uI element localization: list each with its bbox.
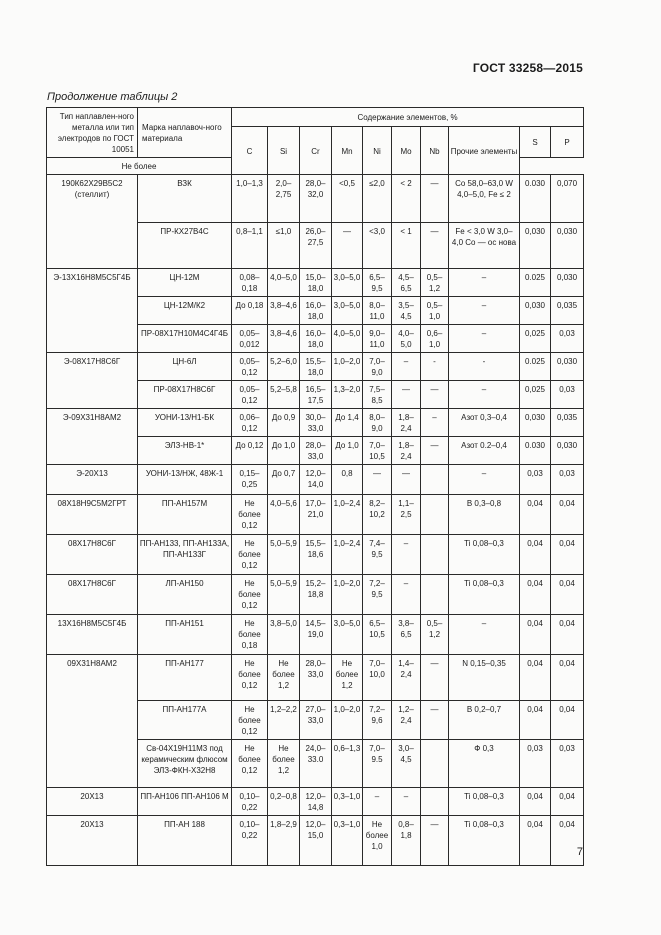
cell-mo: 0,8–1,8: [392, 816, 421, 866]
cell-other: Co 58,0–63,0 W 4,0–5,0, Fe ≤ 2: [449, 175, 520, 223]
cell-p: 0,04: [551, 701, 584, 740]
cell-p: 0,04: [551, 575, 584, 615]
cell-type: [47, 740, 138, 788]
cell-mn: 1,0–2,0: [332, 575, 363, 615]
cell-s: 0,025: [520, 325, 551, 353]
table-row: [47, 575, 584, 615]
table-row: [47, 701, 584, 740]
cell-type: 09Х31Н8АМ2: [47, 655, 138, 701]
cell-nb: -: [421, 353, 449, 381]
header-mo: Mo: [392, 127, 421, 175]
cell-other: Ti 0,08–0,3: [449, 575, 520, 615]
cell-other: Азот 0,3–0,4: [449, 409, 520, 437]
cell-c: Не более 0,12: [232, 535, 268, 575]
cell-mark: ПР-КХ27В4С: [138, 223, 232, 269]
table-row: [47, 615, 584, 655]
cell-other: -: [449, 353, 520, 381]
cell-mo: 1,8–2,4: [392, 437, 421, 465]
cell-c: Не более 0,18: [232, 615, 268, 655]
cell-ni: 7,2–9,5: [363, 575, 392, 615]
cell-p: 0,030: [551, 269, 584, 297]
cell-s: 0,04: [520, 788, 551, 816]
header-p: P: [551, 127, 584, 158]
cell-other: Ф 0,3: [449, 740, 520, 788]
cell-type: Э-13Х16Н8М5С5Г4Б: [47, 269, 138, 297]
cell-other: –: [449, 465, 520, 495]
cell-s: 0,04: [520, 655, 551, 701]
page-number: 7: [576, 846, 583, 858]
cell-nb: 0,6–1,0: [421, 325, 449, 353]
table-row: [47, 465, 584, 495]
cell-cr: 15,5–18,0: [300, 353, 332, 381]
cell-type: 13Х16Н8М5С5Г4Б: [47, 615, 138, 655]
cell-nb: —: [421, 381, 449, 409]
cell-other: Ti 0,08–0,3: [449, 816, 520, 866]
cell-type: [47, 381, 138, 409]
cell-si: 3,8–5,0: [268, 615, 300, 655]
cell-other: B 0,2–0,7: [449, 701, 520, 740]
header-c: C: [232, 127, 268, 175]
cell-ni: 7,5–8,5: [363, 381, 392, 409]
cell-other: Азот 0.2–0,4: [449, 437, 520, 465]
cell-mo: 3,5–4,5: [392, 297, 421, 325]
cell-mark: ПП-АН133, ПП-АН133А, ПП-АН133Г: [138, 535, 232, 575]
cell-ni: 7,0–9,0: [363, 353, 392, 381]
cell-ni: 7,0–10,0: [363, 655, 392, 701]
cell-c: 0,08–0,18: [232, 269, 268, 297]
cell-other: Ti 0,08–0,3: [449, 788, 520, 816]
cell-mn: До 1,4: [332, 409, 363, 437]
cell-s: 0,04: [520, 615, 551, 655]
composition-table: [46, 107, 584, 866]
cell-ni: 9,0–11,0: [363, 325, 392, 353]
cell-c: Не более 0,12: [232, 701, 268, 740]
cell-ni: 6,5–10,5: [363, 615, 392, 655]
table-row: [47, 297, 584, 325]
cell-p: 0,070: [551, 175, 584, 223]
table-row: [47, 381, 584, 409]
header-type: Тип наплавлен-ного металла или тип электродов по ГОСТ 10051: [47, 108, 138, 158]
cell-mn: 3,0–5,0: [332, 297, 363, 325]
cell-mn: До 1,0: [332, 437, 363, 465]
cell-si: 5,0–5,9: [268, 535, 300, 575]
cell-s: 0,04: [520, 575, 551, 615]
cell-mo: –: [392, 788, 421, 816]
cell-nb: [421, 535, 449, 575]
cell-type: 190К62Х29В5С2 (стеллит): [47, 175, 138, 223]
cell-s: 0.030: [520, 437, 551, 465]
cell-nb: —: [421, 816, 449, 866]
cell-c: 0,06–0,12: [232, 409, 268, 437]
cell-other: Ti 0,08–0,3: [449, 535, 520, 575]
cell-nb: —: [421, 175, 449, 223]
cell-c: До 0,18: [232, 297, 268, 325]
cell-ni: 7,0–9.5: [363, 740, 392, 788]
cell-cr: 15,0–18,0: [300, 269, 332, 297]
cell-ni: 7,0–10,5: [363, 437, 392, 465]
cell-c: 0,05–0,012: [232, 325, 268, 353]
cell-other: –: [449, 325, 520, 353]
cell-si: 5,2–6,0: [268, 353, 300, 381]
cell-c: 0,10–0,22: [232, 816, 268, 866]
cell-mn: 1,0–2,4: [332, 495, 363, 535]
cell-c: До 0,12: [232, 437, 268, 465]
cell-p: 0,030: [551, 353, 584, 381]
cell-mo: –: [392, 353, 421, 381]
cell-si: Не более 1,2: [268, 655, 300, 701]
cell-mn: 3,0–5,0: [332, 615, 363, 655]
cell-cr: 12,0–15,0: [300, 816, 332, 866]
cell-si: До 0,9: [268, 409, 300, 437]
cell-mo: 1,4–2,4: [392, 655, 421, 701]
cell-s: 0,030: [520, 223, 551, 269]
cell-mo: < 2: [392, 175, 421, 223]
cell-p: 0,030: [551, 223, 584, 269]
cell-si: Не более 1,2: [268, 740, 300, 788]
cell-mn: 4,0–5,0: [332, 325, 363, 353]
header-other: Прочие элементы: [449, 127, 520, 175]
cell-cr: 16,0–18,0: [300, 297, 332, 325]
cell-p: 0,04: [551, 535, 584, 575]
cell-mark: ПР-08Х17Н10М4С4Г4Б: [138, 325, 232, 353]
cell-si: 2,0–2,75: [268, 175, 300, 223]
cell-mn: 0,3–1,0: [332, 788, 363, 816]
cell-mn: —: [332, 223, 363, 269]
cell-s: 0,04: [520, 701, 551, 740]
cell-type: 08Х17Н8С6Г: [47, 535, 138, 575]
cell-si: ≤1,0: [268, 223, 300, 269]
cell-mn: 3,0–5,0: [332, 269, 363, 297]
cell-cr: 28,0–32,0: [300, 175, 332, 223]
cell-ni: —: [363, 465, 392, 495]
cell-c: Не более 0,12: [232, 740, 268, 788]
cell-c: 0,05–0,12: [232, 353, 268, 381]
cell-type: Э-08Х17Н8С6Г: [47, 353, 138, 381]
cell-nb: —: [421, 223, 449, 269]
header-no-more: Не более: [47, 158, 232, 175]
cell-mo: –: [392, 535, 421, 575]
cell-mo: 3,8–6,5: [392, 615, 421, 655]
cell-mo: 3,0–4,5: [392, 740, 421, 788]
cell-s: 0,03: [520, 465, 551, 495]
table-row: [47, 740, 584, 788]
cell-cr: 15,2–18,8: [300, 575, 332, 615]
cell-mark: ЦН-12М/К2: [138, 297, 232, 325]
cell-nb: 0,5–1,0: [421, 297, 449, 325]
table-row: [47, 535, 584, 575]
cell-other: –: [449, 269, 520, 297]
cell-si: 4,0–5,0: [268, 269, 300, 297]
cell-ni: 8,2–10,2: [363, 495, 392, 535]
cell-p: 0,035: [551, 409, 584, 437]
table-row: [47, 269, 584, 297]
header-content: Содержание элементов, %: [232, 108, 584, 127]
cell-p: 0,03: [551, 381, 584, 409]
cell-mn: 1,3–2,0: [332, 381, 363, 409]
cell-type: 08Х18Н9С5М2ГРТ: [47, 495, 138, 535]
cell-si: 4,0–5,6: [268, 495, 300, 535]
cell-type: Э-20Х13: [47, 465, 138, 495]
cell-ni: 8,0–11,0: [363, 297, 392, 325]
cell-cr: 17,0–21,0: [300, 495, 332, 535]
cell-si: 1,8–2,9: [268, 816, 300, 866]
cell-p: 0,03: [551, 740, 584, 788]
cell-ni: <3,0: [363, 223, 392, 269]
cell-s: 0,04: [520, 816, 551, 866]
header-mn: Mn: [332, 127, 363, 175]
cell-cr: 15,5–18,6: [300, 535, 332, 575]
cell-mn: 0,8: [332, 465, 363, 495]
cell-type: [47, 325, 138, 353]
cell-ni: 7,4–9,5: [363, 535, 392, 575]
cell-p: 0,03: [551, 325, 584, 353]
cell-type: [47, 297, 138, 325]
cell-c: Не более 0,12: [232, 655, 268, 701]
cell-mark: ПП-АН177А: [138, 701, 232, 740]
cell-mark: ПП-АН 188: [138, 816, 232, 866]
cell-type: Э-09Х31Н8АМ2: [47, 409, 138, 437]
table-row: [47, 437, 584, 465]
cell-mo: –: [392, 575, 421, 615]
cell-s: 0,030: [520, 297, 551, 325]
cell-mark: УОНИ-13/Н1-БК: [138, 409, 232, 437]
cell-mn: 1,0–2,0: [332, 701, 363, 740]
cell-nb: [421, 740, 449, 788]
cell-p: 0,04: [551, 615, 584, 655]
cell-si: 1,2–2,2: [268, 701, 300, 740]
cell-other: Fe < 3,0 W 3,0–4,0 Co — ос нова: [449, 223, 520, 269]
cell-nb: [421, 465, 449, 495]
cell-si: 3,8–4,6: [268, 325, 300, 353]
table-row: [47, 655, 584, 701]
cell-si: До 0,7: [268, 465, 300, 495]
cell-mark: ПП-АН177: [138, 655, 232, 701]
cell-nb: —: [421, 701, 449, 740]
cell-c: 0,05–0,12: [232, 381, 268, 409]
cell-p: 0,03: [551, 465, 584, 495]
cell-cr: 16,0–18,0: [300, 325, 332, 353]
cell-mn: 0,6–1,3: [332, 740, 363, 788]
table-row: [47, 175, 584, 223]
cell-mo: —: [392, 465, 421, 495]
cell-mark: ВЗК: [138, 175, 232, 223]
cell-mark: УОНИ-13/НЖ, 48Ж-1: [138, 465, 232, 495]
cell-s: 0.025: [520, 269, 551, 297]
cell-si: 5,2–5,8: [268, 381, 300, 409]
cell-nb: 0,5–1,2: [421, 615, 449, 655]
cell-mark: ПП-АН106 ПП-АН106 М: [138, 788, 232, 816]
cell-type: [47, 223, 138, 269]
cell-other: –: [449, 297, 520, 325]
cell-type: 20Х13: [47, 816, 138, 866]
cell-p: 0,030: [551, 437, 584, 465]
cell-cr: 12,0–14,0: [300, 465, 332, 495]
cell-ni: 6,5–9,5: [363, 269, 392, 297]
cell-cr: 28,0–33,0: [300, 437, 332, 465]
cell-mark: ПП-АН151: [138, 615, 232, 655]
cell-cr: 26,0–27,5: [300, 223, 332, 269]
cell-ni: –: [363, 788, 392, 816]
cell-ni: 8,0–9,0: [363, 409, 392, 437]
cell-cr: 24,0–33.0: [300, 740, 332, 788]
cell-s: 0,030: [520, 409, 551, 437]
table-row: [47, 816, 584, 866]
cell-nb: [421, 495, 449, 535]
cell-cr: 14,5–19,0: [300, 615, 332, 655]
cell-c: 0,8–1,1: [232, 223, 268, 269]
cell-mn: 0,3–1,0: [332, 816, 363, 866]
header-nb: Nb: [421, 127, 449, 175]
cell-c: 0,15–0,25: [232, 465, 268, 495]
cell-other: B 0,3–0,8: [449, 495, 520, 535]
cell-mark: ЦН-12М: [138, 269, 232, 297]
cell-ni: 7,2–9,6: [363, 701, 392, 740]
cell-nb: –: [421, 409, 449, 437]
cell-p: 0,04: [551, 816, 584, 866]
cell-other: –: [449, 615, 520, 655]
table-caption: Продолжение таблицы 2: [47, 91, 178, 103]
cell-mo: 1,2–2,4: [392, 701, 421, 740]
table-row: [47, 223, 584, 269]
table-row: [47, 325, 584, 353]
cell-mo: 1,1–2,5: [392, 495, 421, 535]
cell-type: 08Х17Н8С6Г: [47, 575, 138, 615]
cell-nb: [421, 575, 449, 615]
cell-cr: 12,0–14,8: [300, 788, 332, 816]
cell-s: 0,04: [520, 535, 551, 575]
cell-mark: ЦН-6Л: [138, 353, 232, 381]
cell-mo: 1,8–2,4: [392, 409, 421, 437]
cell-cr: 30,0–33,0: [300, 409, 332, 437]
cell-mo: < 1: [392, 223, 421, 269]
cell-p: 0,04: [551, 655, 584, 701]
cell-p: 0,04: [551, 495, 584, 535]
cell-mark: ПР-08Х17Н8С6Г: [138, 381, 232, 409]
cell-cr: 16,5–17,5: [300, 381, 332, 409]
cell-mark: ПП-АН157М: [138, 495, 232, 535]
cell-s: 0,025: [520, 381, 551, 409]
table-row: [47, 353, 584, 381]
cell-nb: —: [421, 655, 449, 701]
standard-header: ГОСТ 33258—2015: [472, 61, 583, 75]
header-cr: Cr: [300, 127, 332, 175]
cell-ni: Не более 1,0: [363, 816, 392, 866]
cell-ni: ≤2,0: [363, 175, 392, 223]
cell-type: [47, 437, 138, 465]
cell-si: До 1,0: [268, 437, 300, 465]
header-s: S: [520, 127, 551, 158]
cell-c: 0,10–0,22: [232, 788, 268, 816]
cell-type: [47, 701, 138, 740]
header-si: Si: [268, 127, 300, 175]
cell-s: 0,03: [520, 740, 551, 788]
cell-mn: Не более 1,2: [332, 655, 363, 701]
cell-mo: 4,5–6,5: [392, 269, 421, 297]
cell-si: 3,8–4,6: [268, 297, 300, 325]
cell-c: Не более 0,12: [232, 495, 268, 535]
cell-nb: —: [421, 437, 449, 465]
cell-nb: [421, 788, 449, 816]
cell-p: 0,035: [551, 297, 584, 325]
cell-s: 0.025: [520, 353, 551, 381]
cell-mo: 4,0–5,0: [392, 325, 421, 353]
cell-si: 0,2–0,8: [268, 788, 300, 816]
cell-p: 0,04: [551, 788, 584, 816]
cell-other: –: [449, 381, 520, 409]
cell-mn: 1,0–2,4: [332, 535, 363, 575]
table-row: [47, 409, 584, 437]
cell-c: 1,0–1,3: [232, 175, 268, 223]
cell-mn: 1,0–2,0: [332, 353, 363, 381]
table-row: [47, 495, 584, 535]
header-mark: Марка наплавоч-ного материала: [138, 108, 232, 158]
cell-cr: 27,0–33,0: [300, 701, 332, 740]
cell-other: N 0,15–0,35: [449, 655, 520, 701]
table-row: [47, 788, 584, 816]
cell-mark: ЭЛЗ-НВ-1*: [138, 437, 232, 465]
cell-type: 20Х13: [47, 788, 138, 816]
cell-mark: Св-04Х19Н11М3 под керамическим флюсом ЭЛЗ-ФКН-Х32Н8: [138, 740, 232, 788]
cell-mark: ЛП-АН150: [138, 575, 232, 615]
cell-s: 0.030: [520, 175, 551, 223]
cell-si: 5,0–5,9: [268, 575, 300, 615]
cell-mo: —: [392, 381, 421, 409]
cell-cr: 28,0–33,0: [300, 655, 332, 701]
cell-s: 0,04: [520, 495, 551, 535]
cell-mn: <0,5: [332, 175, 363, 223]
cell-nb: 0,5–1,2: [421, 269, 449, 297]
cell-c: Не более 0,12: [232, 575, 268, 615]
header-ni: Ni: [363, 127, 392, 175]
